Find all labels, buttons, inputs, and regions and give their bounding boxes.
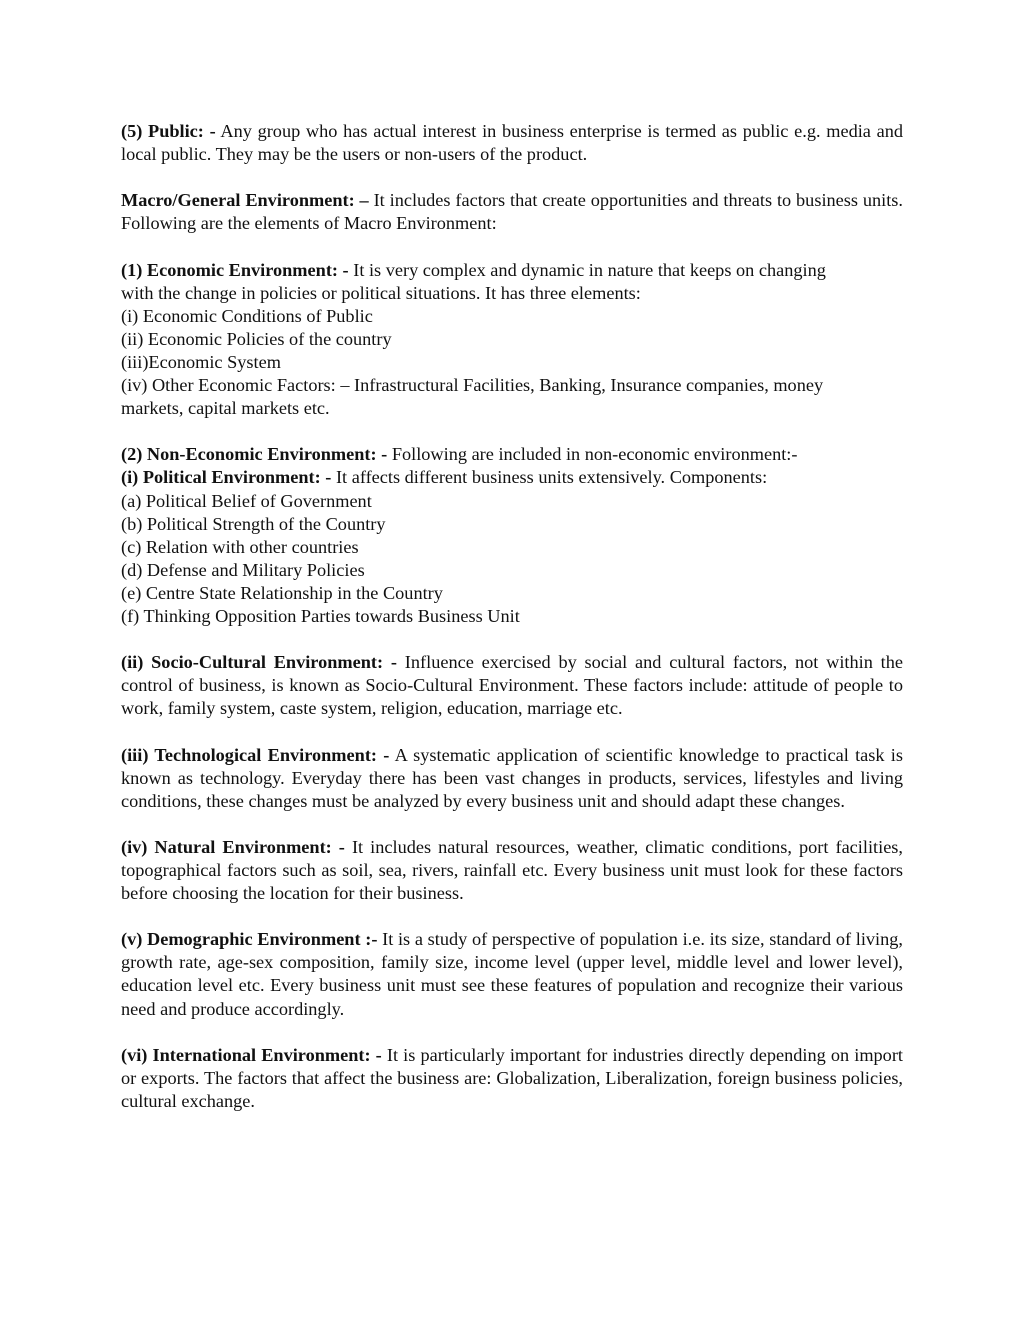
political-list-item: (f) Thinking Opposition Parties towards Business Unit <box>121 605 520 626</box>
international-paragraph <box>121 1044 903 1113</box>
political-list-item: (d) Defense and Military Policies <box>121 559 365 580</box>
political-environment-line <box>121 466 903 489</box>
natural-text: It includes natural resources, weather, climatic conditions, port facilities, topographical factors such as soil, sea, rivers, rainfall etc. Every business unit must look for these factors before choosing the location for their business. <box>121 836 903 904</box>
document-page <box>121 120 903 1136</box>
international-text: It is particularly important for industries directly depending on import or exports. The factors that affect the business are: Globalization, Liberalization, foreign business policies, cultural exchange. <box>121 1044 903 1111</box>
natural-heading: (iv) Natural Environment: - <box>121 836 345 857</box>
macro-environment-paragraph <box>121 189 903 235</box>
economic-list-item: (ii) Economic Policies of the country <box>121 328 392 349</box>
non-economic-environment-section <box>121 443 903 628</box>
demographic-heading: (v) Demographic Environment :- <box>121 929 378 950</box>
political-list-item: (c) Relation with other countries <box>121 536 359 557</box>
non-economic-environment-text: Following are included in non-economic environment:- <box>391 444 798 465</box>
economic-list-item: (i) Economic Conditions of Public <box>121 305 373 326</box>
non-economic-environment-heading: (2) Non-Economic Environment: - <box>121 444 388 465</box>
economic-environment-heading: (1) Economic Environment: - <box>121 259 349 280</box>
socio-cultural-paragraph <box>121 651 903 720</box>
political-list-item: (a) Political Belief of Government <box>121 490 372 511</box>
economic-list-item: (iii)Economic System <box>121 351 281 372</box>
economic-list-item-continuation: markets, capital markets etc. <box>121 398 330 419</box>
demographic-text: It is a study of perspective of population i.e. its size, standard of living, growth rate, age-sex composition, family size, income level (upper level, middle level and lower level), education level etc. Every business unit must see these features of population and recognize their various need and produce accordingly. <box>121 929 903 1019</box>
economic-environment-text: It is very complex and dynamic in nature that keeps on changing <box>353 259 826 280</box>
political-list-item: (b) Political Strength of the Country <box>121 513 386 534</box>
international-heading: (vi) International Environment: - <box>121 1044 382 1065</box>
technological-heading: (iii) Technological Environment: - <box>121 744 390 765</box>
natural-paragraph <box>121 836 903 905</box>
macro-environment-text: It includes factors that create opportunities and threats to business units. Following are the elements of Macro Environment: <box>121 190 903 234</box>
political-list-item: (e) Centre State Relationship in the Country <box>121 582 443 603</box>
public-text: Any group who has actual interest in business enterprise is termed as public e.g. media and local public. They may be the users or non-users of the product. <box>121 121 904 165</box>
public-heading: (5) Public: - <box>121 121 216 141</box>
socio-cultural-heading: (ii) Socio-Cultural Environment: - <box>121 652 397 673</box>
demographic-paragraph <box>121 928 903 1020</box>
economic-environment-first-line <box>121 259 903 282</box>
socio-cultural-text: Influence exercised by social and cultural factors, not within the control of business, is known as Socio-Cultural Environment. These factors include: attitude of people to work, family system, caste system, religion, education, marriage etc. <box>121 652 903 719</box>
macro-environment-heading: Macro/General Environment: – <box>121 190 369 211</box>
technological-text: A systematic application of scientific knowledge to practical task is known as technology. Everyday there has been vast changes in products, services, lifestyles and living conditions, these changes must be analyzed by every business unit and should adapt these changes. <box>121 744 904 811</box>
public-paragraph <box>121 120 903 166</box>
economic-list-item: (iv) Other Economic Factors: – Infrastructural Facilities, Banking, Insurance companies, money <box>121 375 824 396</box>
political-environment-heading: (i) Political Environment: - <box>121 467 332 488</box>
technological-paragraph <box>121 744 903 813</box>
economic-environment-second-line: with the change in policies or political situations. It has three elements: <box>121 282 641 303</box>
economic-environment-section <box>121 259 903 421</box>
political-environment-text: It affects different business units extensively. Components: <box>335 467 768 488</box>
non-economic-environment-line <box>121 443 903 466</box>
